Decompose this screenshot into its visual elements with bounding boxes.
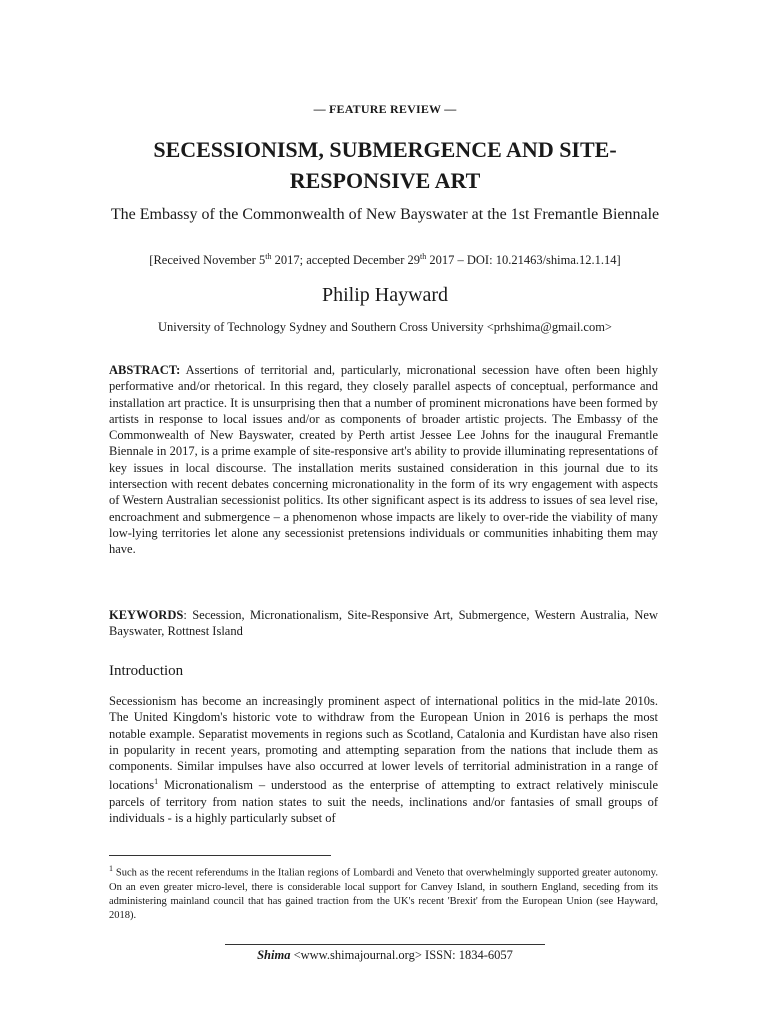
received-sup1: th xyxy=(265,252,272,261)
footnote-number: 1 xyxy=(109,864,113,873)
author-name: Philip Hayward xyxy=(321,284,449,306)
received-part2: 2017; accepted December 29 xyxy=(271,253,421,268)
author-affiliation: University of Technology Sydney and Southern Cross University <prhshima@gmail.com> xyxy=(158,320,612,334)
journal-url[interactable]: <www.shimajournal.org> xyxy=(290,948,426,962)
introduction-heading: Introduction xyxy=(109,663,184,679)
intro-text-before: Secessionism has become an increasingly prominent aspect of international politics in the mid-late 2010s. The United Kingdom's historic vote to withdraw from the European Union in 2016 is perhaps the most notable example. Separatist movements in regions such as Scotland, Catalonia and Kurdistan have also risen in popularity in recent years, promoting and attempting separation from the nations that include them as components. Similar impulses have also occurred at lower levels of territorial administration in a range of locations xyxy=(109,694,658,793)
feature-review-label: — FEATURE REVIEW — xyxy=(313,102,457,116)
article-title: SECESSIONISM, SUBMERGENCE AND SITE-RESPONSIVE ART xyxy=(153,137,617,193)
intro-text-after: Micronationalism – understood as the enterprise of attempting to extract relatively miniscule parcels of territory from nation states to suit the needs, inclinations and/or fantasies of small groups of individuals - is a highly particularly subset of xyxy=(109,778,658,826)
journal-issn: ISSN: 1834-6057 xyxy=(425,948,513,962)
received-part3: 2017 – DOI: 10.21463/shima.12.1.14] xyxy=(426,253,621,268)
article-subtitle: The Embassy of the Commonwealth of New Bayswater at the 1st Fremantle Biennale xyxy=(110,206,660,223)
received-sup2: th xyxy=(420,252,427,261)
introduction-paragraph xyxy=(109,693,658,827)
abstract-label: ABSTRACT: xyxy=(109,363,181,377)
footnote-divider xyxy=(109,855,331,856)
page-footer xyxy=(0,948,770,963)
abstract-text: Assertions of territorial and, particularly, micronational secession have often been highly performative and/or rhetorical. In this regard, they closely parallel aspects of conceptual, performance and installation art practice. It is unsurprising then that a number of prominent micronations have been formed by artists in response to local issues and/or as components of broader artistic projects. The Embassy of the Commonwealth of New Bayswater, created by Perth artist Jessee Lee Johns for the inaugural Fremantle Biennale in 2017, is a prime example of site-responsive art's ability to provide illuminating representations of key issues in local discourse. The installation merits sustained consideration in this journal due to its intersection with recent debates concerning micronationality in the form of its wry engagement with aspects of Western Australian secessionist politics. Its other significant aspect is its address to issues of sea level rise, encroachment and submergence – a phenomenon whose impacts are likely to over-ride the viability of many low-lying territories let alone any secessionist pretensions individuals or communities inhabiting them may have. xyxy=(109,363,658,557)
abstract xyxy=(109,362,658,558)
keywords xyxy=(109,607,658,640)
journal-name: Shima xyxy=(257,948,291,962)
footnote-reference[interactable]: 1 xyxy=(154,777,159,787)
footnote xyxy=(109,862,658,923)
footnote-text: Such as the recent referendums in the Italian regions of Lombardi and Veneto that overwhelmingly supported greater autonomy. On an even greater micro-level, there is considerable local support for Canvey Island, in southern England, seceding from its administering mainland council that has gained traction from the UK's recent 'Brexit' from the European Union (see Hayward, 2018). xyxy=(109,867,658,922)
footer-divider xyxy=(225,944,545,945)
received-part1: [Received November 5 xyxy=(149,253,266,268)
received-dates xyxy=(0,252,770,268)
keywords-text: : Secession, Micronationalism, Site-Responsive Art, Submergence, Western Australia, New Bayswater, Rottnest Island xyxy=(109,608,658,639)
keywords-label: KEYWORDS xyxy=(109,608,184,622)
